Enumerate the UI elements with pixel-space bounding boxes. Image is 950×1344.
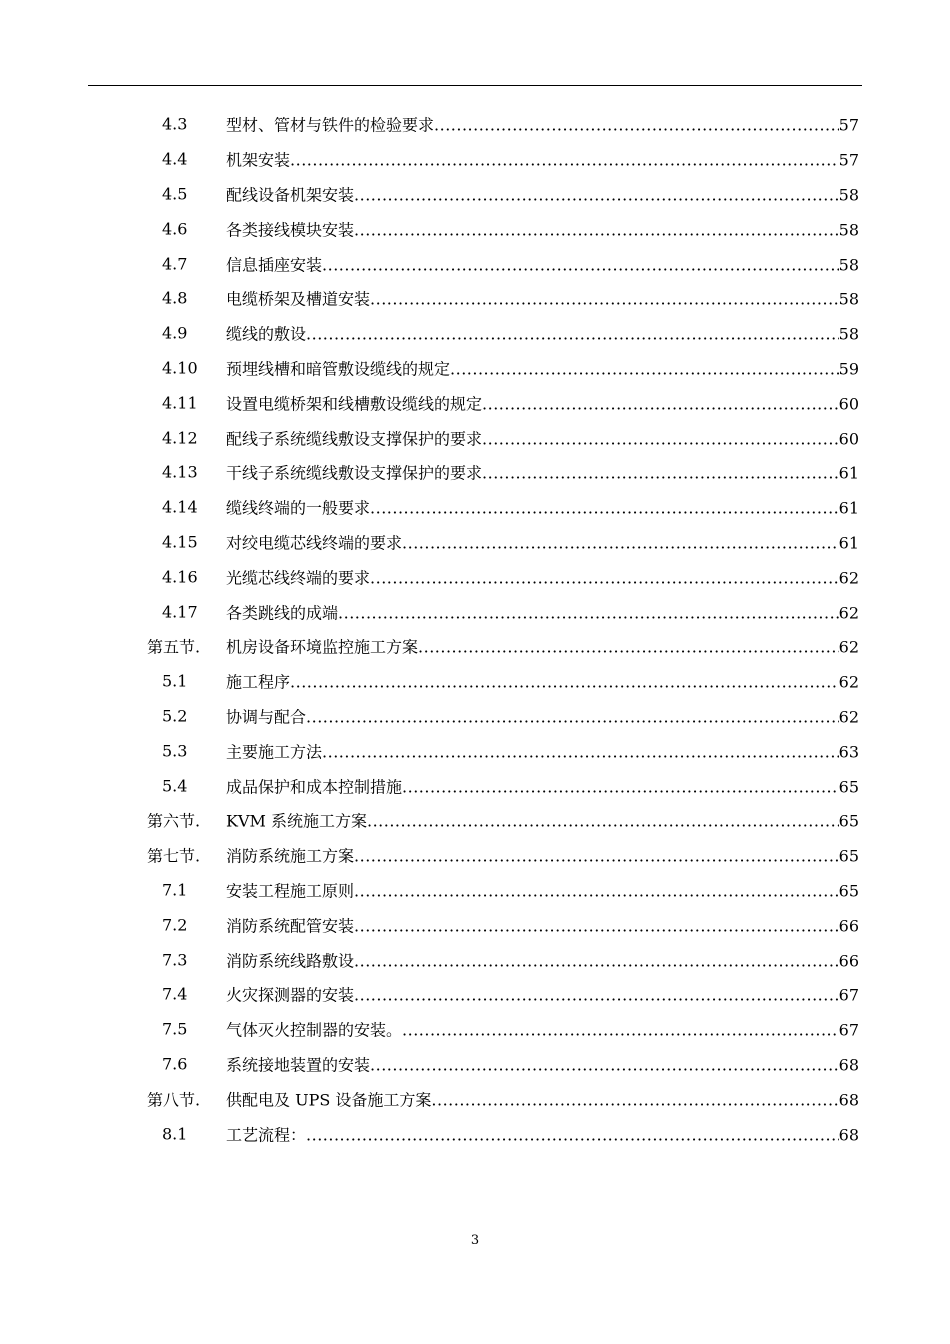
- toc-entry[interactable]: [0, 490, 950, 525]
- toc-entry-number: 4.4: [162, 149, 188, 169]
- toc-entry[interactable]: [0, 733, 950, 768]
- toc-entry-title: KVM 系统施工方案: [226, 811, 367, 831]
- toc-dot-leader: [354, 847, 839, 866]
- toc-entry-page: 58: [838, 185, 859, 205]
- toc-entry[interactable]: [0, 699, 950, 734]
- toc-entry-title: 配线子系统缆线敷设支撑保护的要求: [226, 429, 483, 449]
- toc-entry-line: [226, 600, 859, 623]
- toc-entry-page: 65: [838, 811, 859, 831]
- toc-entry[interactable]: [0, 107, 950, 142]
- toc-entry-page: 65: [838, 777, 859, 797]
- toc-entry-number: 4.14: [162, 497, 198, 517]
- toc-entry[interactable]: [0, 803, 950, 838]
- toc-entry-number: 7.4: [162, 984, 188, 1004]
- toc-dot-leader: [367, 812, 839, 831]
- toc-entry-page: 59: [838, 359, 859, 379]
- toc-entry[interactable]: [0, 420, 950, 455]
- toc-entry-title: 预埋线槽和暗管敷设缆线的规定: [226, 359, 451, 379]
- toc-entry-page: 61: [838, 533, 859, 553]
- toc-entry[interactable]: [0, 838, 950, 873]
- toc-entry[interactable]: [0, 594, 950, 629]
- toc-entry[interactable]: [0, 907, 950, 942]
- toc-entry-page: 62: [838, 568, 859, 588]
- toc-entry-title: 缆线终端的一般要求: [226, 498, 371, 518]
- toc-entry-page: 67: [838, 1020, 859, 1040]
- toc-entry-title: 机架安装: [226, 150, 291, 170]
- toc-entry-line: [226, 322, 859, 345]
- toc-entry-line: [226, 565, 859, 588]
- toc-entry-line: [226, 948, 859, 971]
- toc-entry-line: [226, 704, 859, 727]
- toc-entry-line: [226, 670, 859, 693]
- toc-entry-line: [226, 1087, 859, 1110]
- toc-entry-title: 协调与配合: [226, 707, 307, 727]
- toc-entry-title: 信息插座安装: [226, 255, 323, 275]
- toc-entry-line: [226, 252, 859, 275]
- toc-dot-leader: [290, 151, 839, 170]
- toc-entry-page: 62: [838, 637, 859, 657]
- toc-dot-leader: [354, 881, 839, 900]
- page-number: 3: [470, 1233, 480, 1248]
- toc-entry-title: 施工程序: [226, 672, 291, 692]
- toc-dot-leader: [322, 742, 839, 761]
- toc-entry[interactable]: [0, 942, 950, 977]
- toc-entry-number: 7.1: [162, 880, 188, 900]
- toc-entry-number: 7.3: [162, 950, 188, 970]
- toc-entry-number: 4.8: [162, 288, 188, 308]
- toc-dot-leader: [338, 603, 839, 622]
- toc-dot-leader: [402, 777, 839, 796]
- toc-entry-line: [226, 1052, 859, 1075]
- toc-entry-title: 成品保护和成本控制措施: [226, 777, 403, 797]
- toc-entry-number: 4.7: [162, 254, 188, 274]
- toc-entry-number: 5.3: [162, 741, 188, 761]
- toc-entry-line: [226, 1018, 859, 1041]
- toc-entry-page: 57: [838, 150, 859, 170]
- toc-entry-line: [226, 426, 859, 449]
- toc-entry-title: 对绞电缆芯线终端的要求: [226, 533, 403, 553]
- toc-entry-page: 63: [838, 742, 859, 762]
- toc-entry-line: [226, 356, 859, 379]
- toc-entry-title: 光缆芯线终端的要求: [226, 568, 371, 588]
- toc-dot-leader: [306, 1125, 839, 1144]
- toc-entry-page: 57: [838, 115, 859, 135]
- toc-entry-title: 消防系统施工方案: [226, 846, 355, 866]
- toc-entry-number: 8.1: [162, 1124, 188, 1143]
- toc-entry-title: 各类接线模块安装: [226, 220, 355, 240]
- toc-dot-leader: [354, 951, 839, 970]
- toc-entry-number: 4.11: [162, 393, 198, 413]
- toc-entry-number: 4.6: [162, 219, 188, 239]
- toc-entry-page: 61: [838, 463, 859, 483]
- toc-entry-title: 各类跳线的成端: [226, 603, 339, 623]
- toc-entry-line: [226, 530, 859, 553]
- toc-entry-title: 设置电缆桥架和线槽敷设缆线的规定: [226, 394, 483, 414]
- toc-entry-page: 65: [838, 881, 859, 901]
- toc-entry-page: 58: [838, 289, 859, 309]
- toc-entry[interactable]: [0, 977, 950, 1012]
- toc-entry[interactable]: [0, 246, 950, 281]
- toc-entry-page: 68: [838, 1055, 859, 1075]
- toc-entry-line: [226, 148, 859, 171]
- toc-entry[interactable]: [0, 629, 950, 664]
- toc-entry-line: [226, 496, 859, 519]
- toc-entry[interactable]: [0, 316, 950, 351]
- toc-entry-title: 消防系统线路敷设: [226, 951, 355, 971]
- toc-entry-page: 62: [838, 603, 859, 623]
- toc-entry-line: [226, 217, 859, 240]
- toc-dot-leader: [482, 394, 839, 413]
- toc-entry-title: 安装工程施工原则: [226, 881, 355, 901]
- toc-entry-title: 火灾探测器的安装: [226, 985, 355, 1005]
- toc-entry-page: 68: [838, 1090, 859, 1110]
- toc-entry[interactable]: [0, 351, 950, 386]
- toc-entry-line: [226, 844, 859, 867]
- toc-entry-number: 第七节.: [147, 846, 201, 866]
- toc-entry-number: 第五节.: [147, 637, 201, 657]
- toc-entry-line: [226, 878, 859, 901]
- toc-dot-leader: [402, 533, 839, 552]
- toc-entry-number: 4.16: [162, 567, 198, 587]
- toc-entry-line: [226, 113, 859, 136]
- toc-dot-leader: [482, 464, 839, 483]
- toc-entry-page: 65: [838, 846, 859, 866]
- toc-dot-leader: [290, 673, 839, 692]
- toc-entry-number: 5.1: [162, 671, 188, 691]
- toc-dot-leader: [354, 916, 839, 935]
- toc-entry-page: 62: [838, 707, 859, 727]
- toc-dot-leader: [370, 290, 839, 309]
- toc-dot-leader: [370, 568, 839, 587]
- toc-dot-leader: [354, 185, 839, 204]
- toc-entry-title: 配线设备机架安装: [226, 185, 355, 205]
- toc-entry[interactable]: [0, 1116, 950, 1151]
- toc-entry-number: 第六节.: [147, 811, 201, 831]
- toc-entry-page: 58: [838, 255, 859, 275]
- toc-dot-leader: [402, 1021, 839, 1040]
- toc-entry-number: 4.12: [162, 428, 198, 448]
- toc-entry-number: 4.13: [162, 462, 198, 482]
- toc-entry-line: [226, 182, 859, 205]
- toc-entry[interactable]: [0, 768, 950, 803]
- toc-dot-leader: [431, 1090, 838, 1109]
- toc-entry-page: 61: [838, 498, 859, 518]
- toc-entry-line: [226, 391, 859, 414]
- toc-entry-number: 7.6: [162, 1054, 188, 1074]
- toc-dot-leader: [306, 707, 839, 726]
- toc-entry-number: 4.5: [162, 184, 188, 204]
- toc-entry-line: [226, 774, 859, 797]
- toc-dot-leader: [354, 220, 839, 239]
- toc-entry[interactable]: [0, 664, 950, 699]
- toc-entry[interactable]: [0, 559, 950, 594]
- toc-entry-page: 62: [838, 672, 859, 692]
- toc-entry-number: 7.5: [162, 1019, 188, 1039]
- toc-entry-number: 4.3: [162, 114, 188, 134]
- toc-dot-leader: [306, 325, 839, 344]
- toc-entry-page: 67: [838, 985, 859, 1005]
- toc-entry[interactable]: [0, 1047, 950, 1082]
- toc-dot-leader: [482, 429, 839, 448]
- toc-entry-number: 4.9: [162, 323, 188, 343]
- toc-entry[interactable]: [0, 281, 950, 316]
- toc-entry-line: [226, 461, 859, 484]
- toc-entry-title: 供配电及 UPS 设备施工方案: [226, 1090, 432, 1110]
- toc-entry-title: 干线子系统缆线敷设支撑保护的要求: [226, 463, 483, 483]
- toc-entry-line: [226, 287, 859, 310]
- toc-entry-page: 66: [838, 916, 859, 936]
- toc-dot-leader: [370, 499, 839, 518]
- toc-entry[interactable]: [0, 455, 950, 490]
- toc-entry-page: 68: [838, 1125, 859, 1144]
- table-of-contents: [0, 107, 950, 1151]
- toc-entry-number: 7.2: [162, 915, 188, 935]
- toc-entry[interactable]: [0, 1012, 950, 1047]
- toc-entry-page: 58: [838, 220, 859, 240]
- toc-dot-leader: [370, 1055, 839, 1074]
- toc-entry-number: 第八节.: [147, 1090, 201, 1110]
- toc-entry[interactable]: [0, 1081, 950, 1116]
- toc-entry-line: [226, 983, 859, 1006]
- toc-entry-number: 5.2: [162, 706, 188, 726]
- toc-entry-title: 主要施工方法: [226, 742, 323, 762]
- toc-entry[interactable]: [0, 873, 950, 908]
- toc-dot-leader: [418, 638, 839, 657]
- toc-entry-number: 4.10: [162, 358, 198, 378]
- header-rule: [88, 85, 862, 86]
- toc-entry-title: 系统接地装置的安装: [226, 1055, 371, 1075]
- toc-entry[interactable]: [0, 211, 950, 246]
- toc-entry-title: 消防系统配管安装: [226, 916, 355, 936]
- toc-entry-title: 气体灭火控制器的安装。: [226, 1020, 403, 1040]
- toc-entry-title: 机房设备环境监控施工方案: [226, 637, 419, 657]
- toc-entry-title: 缆线的敷设: [226, 324, 307, 344]
- toc-entry-page: 66: [838, 951, 859, 971]
- toc-entry-line: [226, 635, 859, 658]
- toc-dot-leader: [434, 116, 839, 135]
- toc-dot-leader: [450, 359, 839, 378]
- toc-entry-line: [226, 913, 859, 936]
- toc-dot-leader: [354, 986, 839, 1005]
- toc-entry[interactable]: [0, 525, 950, 560]
- toc-entry-line: [226, 1122, 859, 1145]
- toc-entry-page: 60: [838, 429, 859, 449]
- toc-entry-title: 电缆桥架及槽道安装: [226, 289, 371, 309]
- toc-entry-title: 型材、管材与铁件的检验要求: [226, 115, 435, 135]
- toc-entry-page: 58: [838, 324, 859, 344]
- toc-entry-title: 工艺流程：: [226, 1125, 307, 1144]
- toc-entry-number: 4.15: [162, 532, 198, 552]
- toc-entry[interactable]: [0, 177, 950, 212]
- toc-entry[interactable]: [0, 385, 950, 420]
- toc-entry-line: [226, 739, 859, 762]
- toc-entry[interactable]: [0, 142, 950, 177]
- toc-entry-number: 5.4: [162, 776, 188, 796]
- toc-entry-line: [226, 809, 859, 832]
- toc-entry-page: 60: [838, 394, 859, 414]
- toc-entry-number: 4.17: [162, 602, 198, 622]
- toc-dot-leader: [322, 255, 839, 274]
